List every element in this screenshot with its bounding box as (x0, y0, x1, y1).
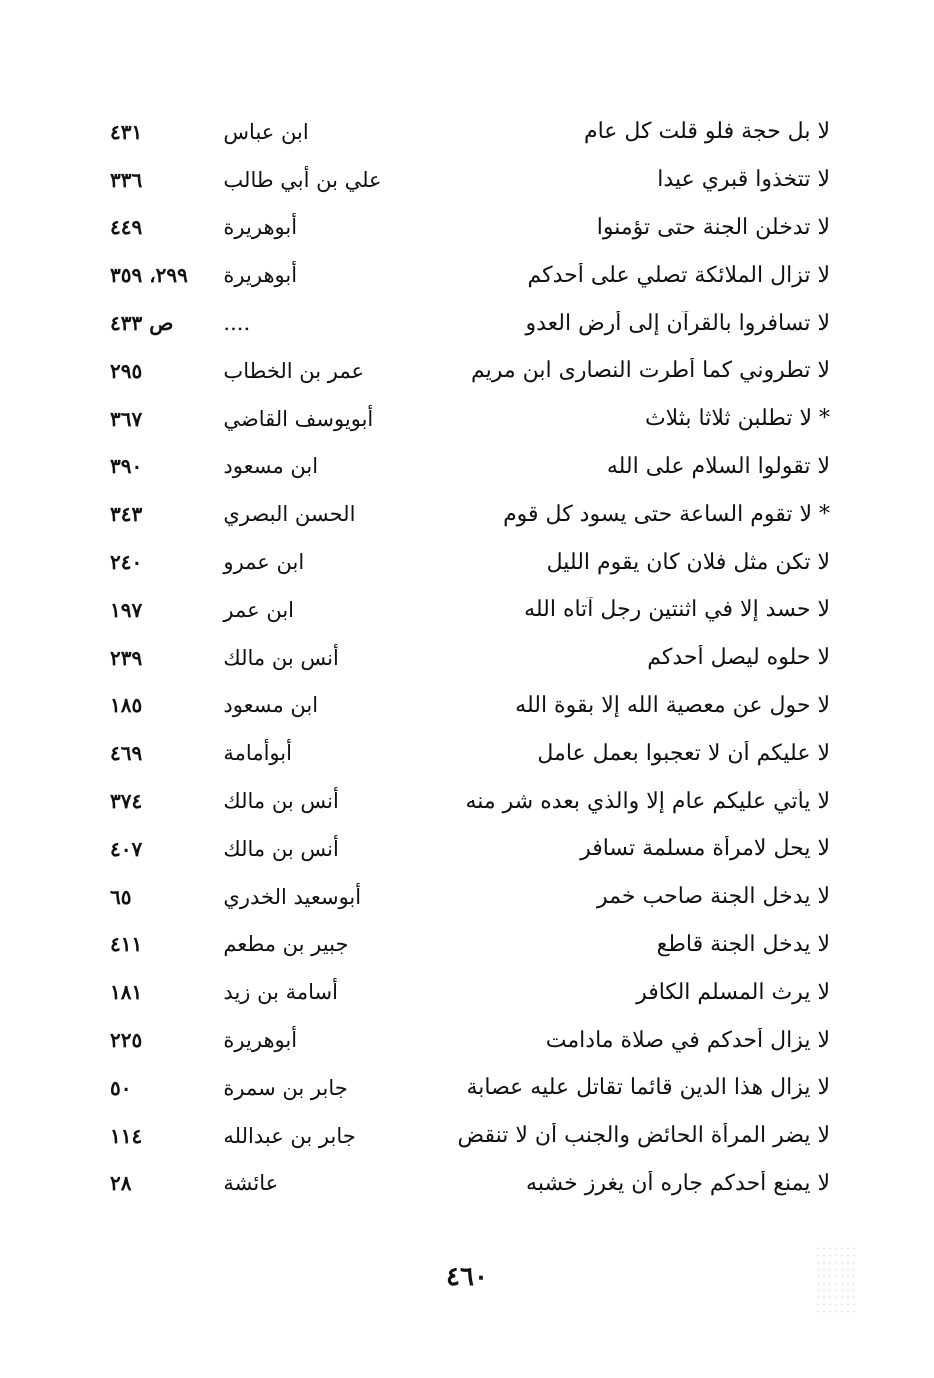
page-reference: ٣٣٦ (110, 167, 143, 192)
narrator-name: جبير بن مطعم (223, 932, 349, 957)
narrator-name: ابن مسعود (223, 454, 319, 479)
page-reference: ٢٢٥ (110, 1028, 143, 1053)
page-reference: ٢٣٩ (110, 645, 143, 670)
hadith-text: * لا تقوم الساعة حتى يسود كل قوم (503, 501, 830, 527)
index-row (100, 347, 830, 395)
scan-speckle (815, 1245, 855, 1315)
page-reference: ٢٤٠ (110, 550, 143, 575)
index-row (100, 395, 830, 443)
hadith-text: لا يأتي عليكم عام إلا والذي بعده شر منه (465, 788, 830, 814)
index-row (100, 1016, 830, 1064)
page-reference: ٤٦٩ (110, 741, 143, 766)
index-row (100, 873, 830, 921)
hadith-text: لا حسد إلا في اثنتين رجل آتاه الله (524, 597, 830, 623)
narrator-name: الحسن البصري (223, 502, 356, 527)
page-reference: ٣٦٧ (110, 406, 143, 431)
narrator-name: أبوهريرة (223, 263, 298, 288)
narrator-name: أبويوسف القاضي (223, 406, 374, 431)
hadith-text: لا يضر المرأة الحائض والجنب أن لا تنقض (457, 1123, 830, 1149)
hadith-text: لا تزال الملائكة تصلي على أحدكم (527, 262, 830, 288)
index-row (100, 156, 830, 204)
hadith-text: لا تطروني كما أطرت النصارى ابن مريم (470, 358, 830, 384)
narrator-name: أبوهريرة (223, 215, 298, 240)
index-row (100, 1064, 830, 1112)
page-number: ٤٦٠ (446, 1262, 488, 1292)
narrator-name: ابن عمرو (223, 550, 305, 575)
index-row (100, 204, 830, 252)
page-reference: ١٨٥ (110, 693, 143, 718)
index-row (100, 1160, 830, 1208)
hadith-text: لا تدخلن الجنة حتى تؤمنوا (596, 214, 830, 240)
hadith-text: لا عليكم أن لا تعجبوا بعمل عامل (537, 740, 830, 766)
narrator-name: أنس بن مالك (223, 789, 339, 814)
index-row (100, 825, 830, 873)
page-reference: ٤٣١ (110, 119, 143, 144)
hadith-text: لا يدخل الجنة صاحب خمر (597, 884, 830, 910)
index-row (100, 968, 830, 1016)
index-row (100, 299, 830, 347)
hadith-text: لا بل حجة فلو قلت كل عام (583, 119, 830, 145)
index-row (100, 1112, 830, 1160)
hadith-index-table (100, 108, 830, 1207)
index-row (100, 538, 830, 586)
hadith-text: لا يدخل الجنة قاطع (656, 931, 830, 957)
hadith-text: لا تتخذوا قبري عيدا (657, 167, 830, 193)
narrator-name: .... (223, 311, 251, 336)
index-row (100, 634, 830, 682)
page-reference: ٣٤٣ (110, 502, 143, 527)
page-reference: ١٩٧ (110, 597, 143, 622)
narrator-name: جابر بن عبدالله (223, 1123, 356, 1148)
page-reference: ١١٤ (110, 1123, 143, 1148)
page-reference: ٤١١ (110, 932, 143, 957)
narrator-name: أسامة بن زيد (223, 980, 338, 1005)
hadith-text: لا تكن مثل فلان كان يقوم الليل (546, 549, 830, 575)
index-row (100, 921, 830, 969)
index-row (100, 108, 830, 156)
narrator-name: ابن عمر (223, 597, 295, 622)
narrator-name: ابن مسعود (223, 693, 319, 718)
index-row (100, 490, 830, 538)
hadith-text: لا يزال هذا الدين قائما تقاتل عليه عصابة (466, 1075, 830, 1101)
index-row (100, 443, 830, 491)
page-reference: ص ٤٣٣ (110, 311, 174, 336)
narrator-name: عمر بن الخطاب (223, 358, 365, 383)
page-reference: ٥٠ (110, 1075, 132, 1100)
hadith-text: لا تقولوا السلام على الله (606, 453, 830, 479)
narrator-name: علي بن أبي طالب (223, 167, 382, 192)
index-row (100, 729, 830, 777)
narrator-name: أنس بن مالك (223, 836, 339, 861)
narrator-name: أنس بن مالك (223, 645, 339, 670)
hadith-text: لا يرث المسلم الكافر (636, 979, 830, 1005)
index-row (100, 777, 830, 825)
page-reference: ٢٩٥ (110, 358, 143, 383)
narrator-name: عائشة (223, 1171, 279, 1196)
index-row (100, 682, 830, 730)
hadith-text: لا يزال أحدكم في صلاة مادامت (545, 1027, 830, 1053)
page-reference: ٤٠٧ (110, 836, 143, 861)
hadith-text: * لا تطلبن ثلاثا بثلاث (644, 406, 830, 432)
index-row (100, 251, 830, 299)
hadith-text: لا يمنع أحدكم جاره أن يغرز خشبه (526, 1170, 830, 1196)
narrator-name: ابن عباس (223, 119, 309, 144)
hadith-text: لا حول عن معصية الله إلا بقوة الله (515, 692, 830, 718)
narrator-name: أبوهريرة (223, 1028, 298, 1053)
hadith-text: لا يحل لامرأة مسلمة تسافر (580, 836, 830, 862)
page-reference: ٣٧٤ (110, 789, 143, 814)
narrator-name: جابر بن سمرة (223, 1075, 348, 1100)
page-reference: ٦٥ (110, 884, 132, 909)
hadith-text: لا حلوه ليصل أحدكم (647, 645, 830, 671)
narrator-name: أبوأمامة (223, 741, 292, 766)
index-row (100, 586, 830, 634)
page-reference: ١٨١ (110, 980, 143, 1005)
narrator-name: أبوسعيد الخدري (223, 884, 362, 909)
hadith-text: لا تسافروا بالقرآن إلى أرض العدو (525, 310, 830, 336)
page-reference: ٢٨ (110, 1171, 132, 1196)
page-reference: ٤٤٩ (110, 215, 143, 240)
page-reference: ٣٩٠ (110, 454, 143, 479)
page-reference: ٢٩٩، ٣٥٩ (110, 263, 188, 288)
